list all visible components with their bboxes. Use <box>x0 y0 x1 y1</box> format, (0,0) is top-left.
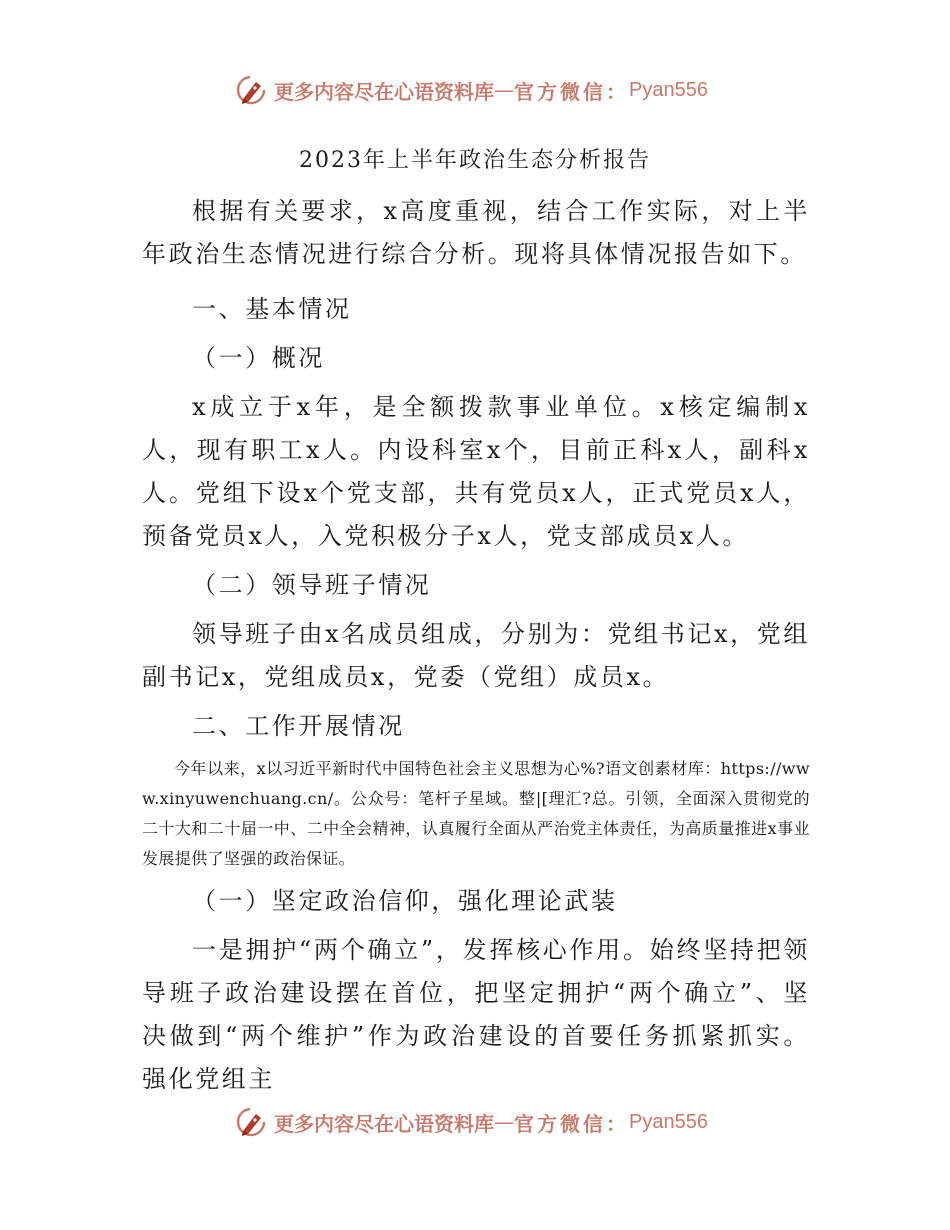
section1-sub2-heading: （二）领导班子情况 <box>192 571 432 599</box>
section1-sub1-body: x成立于x年，是全额拨款事业单位。x核定编制x人，现有职工x人。内设科室x个，目前正科x人，副科x人。党组下设x个党支部，共有党员x人，正式党员x人，预备党员x人，入党积极分子x人，党支部成员x人。 <box>142 393 810 550</box>
watermark-wechat-id: Pyan556 <box>629 1110 708 1133</box>
document-body <box>142 190 810 1101</box>
pen-nib-logo-icon <box>234 73 268 107</box>
watermark-dash: — <box>494 78 514 102</box>
watermark-wechat-label: 官方微信： <box>514 79 629 104</box>
section2-sub1-body: 一是拥护“两个确立”，发挥核心作用。始终坚持把领导班子政治建设摆在首位，把坚定拥护“两个确立”、坚决做到“两个维护”作为政治建设的首要任务抓紧抓实。强化党组主 <box>142 936 810 1093</box>
watermark-text: 更多内容尽在心语资料库 <box>274 1111 494 1136</box>
watermark-banner-bottom <box>234 1104 714 1140</box>
watermark-wechat-id: Pyan556 <box>629 78 708 101</box>
watermark-wechat-label: 官方微信： <box>514 1111 629 1136</box>
section1-heading: 一、基本情况 <box>192 295 352 323</box>
section2-sub1-heading: （一）坚定政治信仰，强化理论武装 <box>192 887 618 915</box>
section2-body: 今年以来，x以习近平新时代中国特色社会主义思想为心%?语文创素材库：https://www.xinyuwenchuang.cn/。公众号：笔杆子星域。整|[理汇?总。引领，全面深入贯彻党的二十大和二十届一中、二中全会精神，认真履行全面从严治党主体责任，为高质量推进x事业发展提供了坚强的政治保证。 <box>142 759 810 868</box>
intro-paragraph: 根据有关要求，x高度重视，结合工作实际，对上半年政治生态情况进行综合分析。现将具体情况报告如下。 <box>142 197 810 268</box>
document-title: 2023年上半年政治生态分析报告 <box>299 148 651 173</box>
section1-sub2-body: 领导班子由x名成员组成，分别为：党组书记x，党组副书记x，党组成员x，党委（党组）成员x。 <box>142 620 810 691</box>
section1-sub1-heading: （一）概况 <box>192 344 325 372</box>
watermark-dash: — <box>494 1110 514 1134</box>
watermark-text: 更多内容尽在心语资料库 <box>274 79 494 104</box>
section2-heading: 二、工作开展情况 <box>192 712 405 740</box>
watermark-banner-top <box>234 72 714 108</box>
pen-nib-logo-icon <box>234 1105 268 1139</box>
